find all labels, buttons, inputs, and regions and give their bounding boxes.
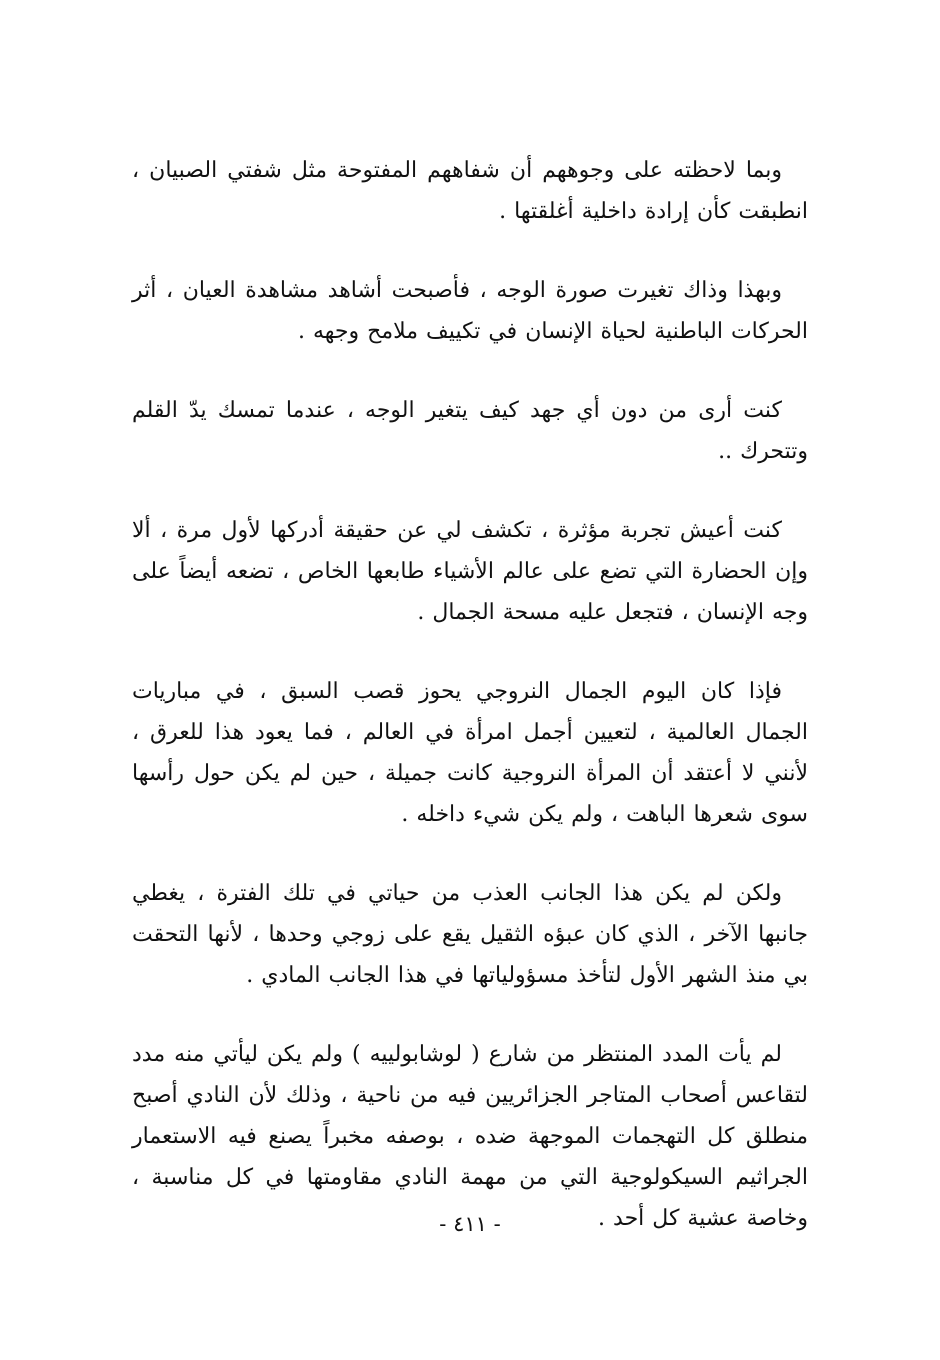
paragraph-7: لم يأت المدد المنتظر من شارع ( لوشابولييه ) ولم يكن ليأتي منه مدد لتقاعس أصحاب المتاجر الجزائريين فيه من ناحية ، وذلك لأن النادي أصبح منطلق كل التهجمات الموجهة ضده ، بوصفه مخبراً يصنع فيه الاستعمار الجراثيم السيكولوجية التي من مهمة النادي مقاومتها في كل مناسبة ، وخاصة عشية كل أحد . bbox=[132, 1042, 808, 1231]
paragraph-2: وبهذا وذاك تغيرت صورة الوجه ، فأصبحت أشاهد مشاهدة العيان ، أثر الحركات الباطنية لحياة الإنسان في تكييف ملامح وجهه . bbox=[132, 278, 808, 344]
page-number: - ٤١١ - bbox=[439, 1212, 501, 1236]
text-body bbox=[132, 150, 808, 1277]
paragraph-3: كنت أرى من دون أي جهد كيف يتغير الوجه ، عندما تمسك يدّ القلم وتتحرك .. bbox=[132, 398, 808, 464]
paragraph-4: كنت أعيش تجربة مؤثرة ، تكشف لي عن حقيقة أدركها لأول مرة ، ألا وإن الحضارة التي تضع على عالم الأشياء طابعها الخاص ، تضعه أيضاً على وجه الإنسان ، فتجعل عليه مسحة الجمال . bbox=[132, 518, 808, 625]
paragraph-1: وبما لاحظته على وجوههم أن شفاههم المفتوحة مثل شفتي الصبيان ، انطبقت كأن إرادة داخلية أغلقتها . bbox=[132, 158, 808, 224]
paragraph-6: ولكن لم يكن هذا الجانب العذب من حياتي في تلك الفترة ، يغطي جانبها الآخر ، الذي كان عبؤه الثقيل يقع على زوجي وحدها ، لأنها التحقت بي منذ الشهر الأول لتأخذ مسؤولياتها في هذا الجانب المادي . bbox=[132, 881, 808, 988]
paragraph-5: فإذا كان اليوم الجمال النروجي يحوز قصب السبق ، في مباريات الجمال العالمية ، لتعيين أجمل امرأة في العالم ، فما يعود هذا للعرق ، لأنني لا أعتقد أن المرأة النروجية كانت جميلة ، حين لم يكن حول رأسها سوى شعرها الباهت ، ولم يكن شيء داخله . bbox=[132, 679, 808, 827]
